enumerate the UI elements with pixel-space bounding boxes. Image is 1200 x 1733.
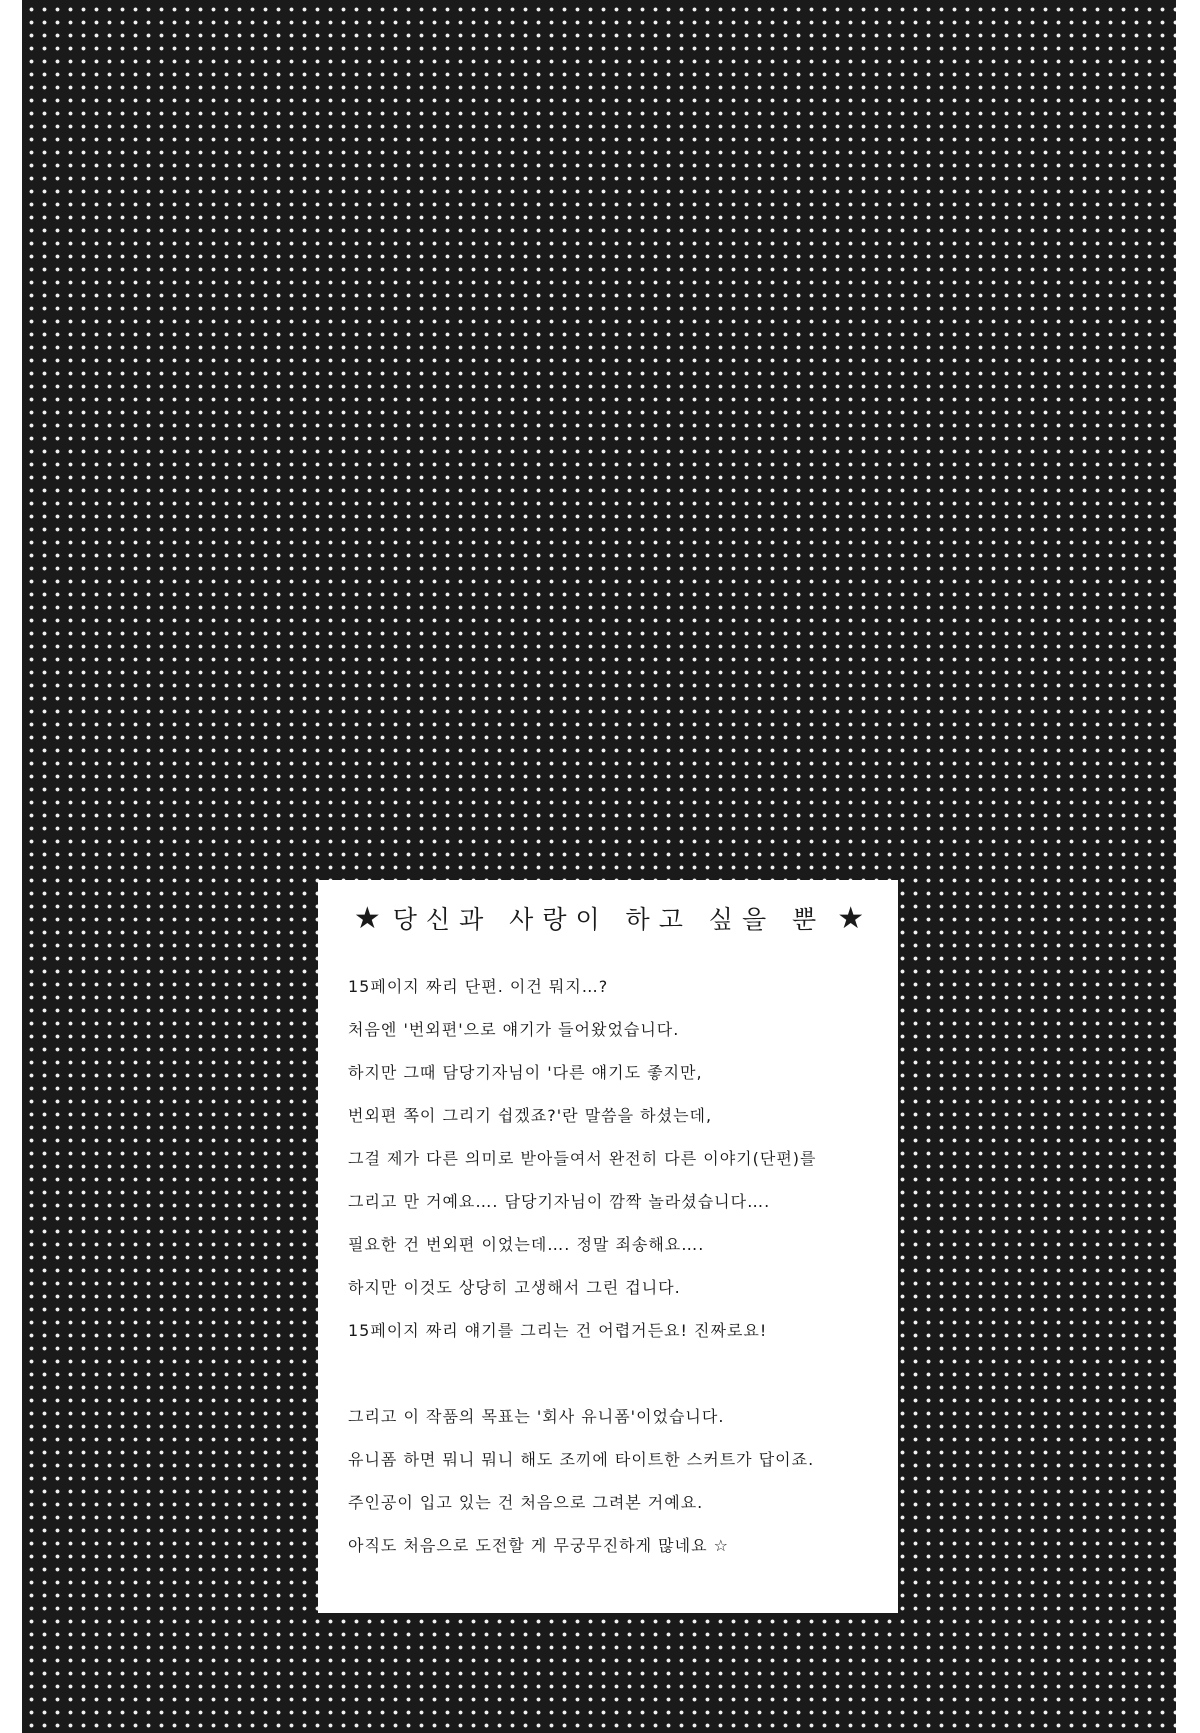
note-line: 아직도 처음으로 도전할 게 무궁무진하게 많네요 ☆ [348,1537,729,1555]
star-icon: ★ [353,901,381,936]
star-icon: ★ [837,901,865,936]
note-line: 처음엔 '번외편'으로 얘기가 들어왔었습니다. [348,1021,680,1039]
note-line: 유니폼 하면 뭐니 뭐니 해도 조끼에 타이트한 스커트가 답이죠. [348,1451,815,1469]
note-line: 그걸 제가 다른 의미로 받아들여서 완전히 다른 이야기(단편)를 [348,1150,817,1168]
author-note-card [318,880,898,1613]
note-line: 하지만 그때 담당기자님이 '다른 얘기도 좋지만, [348,1064,703,1082]
note-line: 필요한 건 번외편 이었는데…. 정말 죄송해요…. [348,1236,705,1254]
paragraph-spacer [348,1365,870,1408]
note-paragraph-1 [348,978,870,1340]
note-line: 그리고 만 거예요…. 담당기자님이 깜짝 놀라셨습니다…. [348,1193,771,1211]
note-line: 15페이지 짜리 얘기를 그리는 건 어렵거든요! 진짜로요! [348,1322,768,1340]
note-line: 주인공이 입고 있는 건 처음으로 그려본 거예요. [348,1494,704,1512]
note-line: 그리고 이 작품의 목표는 '회사 유니폼'이었습니다. [348,1408,725,1426]
note-line: 번외편 쪽이 그리기 쉽겠죠?'란 말씀을 하셨는데, [348,1107,713,1125]
note-title-text: 당신과 사랑이 하고 싶을 뿐 [392,904,826,934]
note-line: 15페이지 짜리 단편. 이건 뭐지…? [348,978,609,996]
note-line: 하지만 이것도 상당히 고생해서 그린 겁니다. [348,1279,681,1297]
note-title [348,901,870,936]
note-paragraph-2 [348,1408,870,1555]
